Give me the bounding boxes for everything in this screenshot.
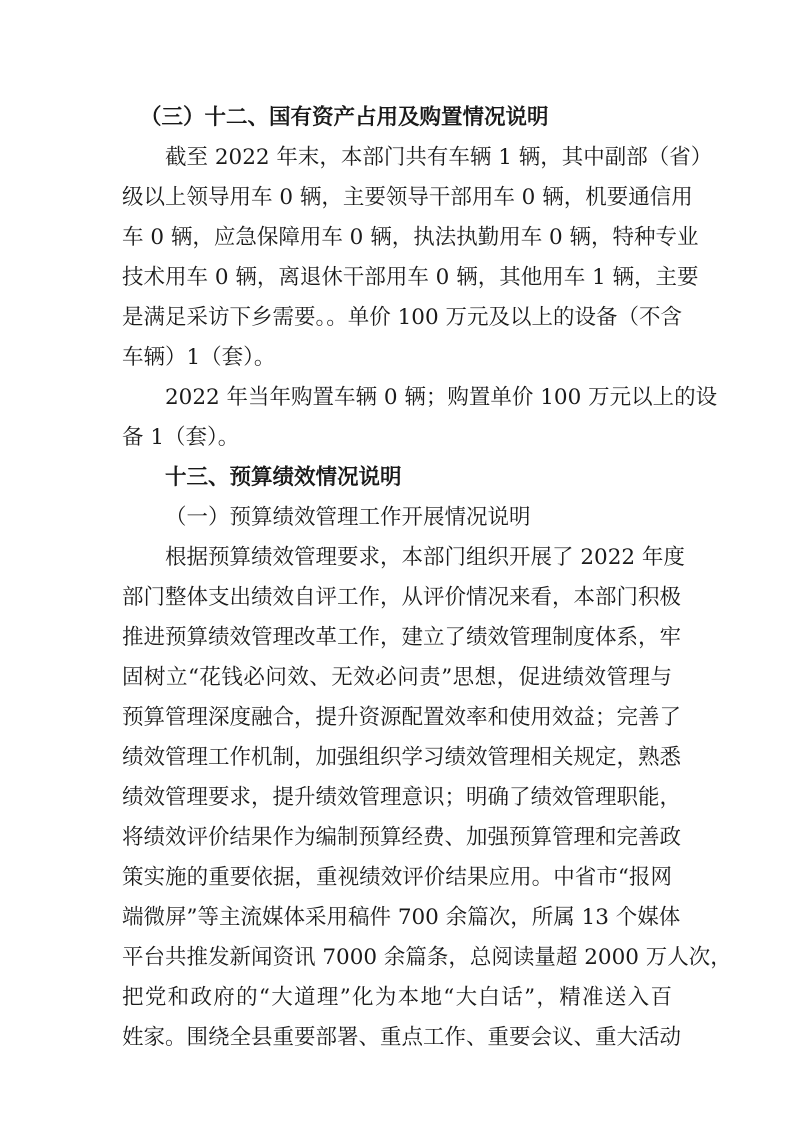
section-13-para-line-1: 根据预算绩效管理要求，本部门组织开展了 2022 年度 bbox=[165, 545, 685, 570]
section-12-para2-line-1: 2022 年当年购置车辆 0 辆；购置单价 100 万元以上的设 bbox=[165, 385, 718, 410]
section-12-para1-line-6: 车辆）1（套）。 bbox=[122, 345, 276, 370]
section-12-heading: （三）十二、国有资产占用及购置情况说明 bbox=[140, 105, 549, 130]
section-12-para1-line-1: 截至 2022 年末，本部门共有车辆 1 辆，其中副部（省） bbox=[165, 145, 713, 170]
section-13-subheading: （一）预算绩效管理工作开展情况说明 bbox=[165, 505, 531, 530]
section-13-para-line-8: 将绩效评价结果作为编制预算经费、加强预算管理和完善政 bbox=[122, 825, 682, 850]
section-13-para-line-3: 推进预算绩效管理改革工作，建立了绩效管理制度体系，牢 bbox=[122, 625, 682, 650]
section-13-para-line-10: 端微屏”等主流媒体采用稿件 700 余篇次，所属 13 个媒体 bbox=[122, 905, 681, 930]
section-12-para2-line-2: 备 1（套）。 bbox=[122, 425, 240, 450]
section-13-para-line-6: 绩效管理工作机制，加强组织学习绩效管理相关规定，熟悉 bbox=[122, 745, 682, 770]
section-13-para-line-11: 平台共推发新闻资讯 7000 余篇条，总阅读量超 2000 万人次， bbox=[122, 945, 732, 970]
section-12-para1-line-3: 车 0 辆，应急保障用车 0 辆，执法执勤用车 0 辆，特种专业 bbox=[122, 225, 699, 250]
section-13-para-line-7: 绩效管理要求，提升绩效管理意识；明确了绩效管理职能， bbox=[122, 785, 682, 810]
section-13-para-line-4: 固树立“花钱必问效、无效必问责”思想，促进绩效管理与 bbox=[122, 665, 672, 690]
section-13-para-line-13: 姓家。围绕全县重要部署、重点工作、重要会议、重大活动 bbox=[122, 1025, 682, 1050]
section-12-para1-line-2: 级以上领导用车 0 辆，主要领导干部用车 0 辆，机要通信用 bbox=[122, 185, 693, 210]
section-12-para1-line-5: 是满足采访下乡需要。。单价 100 万元及以上的设备（不含 bbox=[122, 305, 682, 330]
section-13-para-line-12: 把党和政府的“大道理”化为本地“大白话”，精准送入百 bbox=[122, 985, 672, 1010]
section-13-para-line-2: 部门整体支出绩效自评工作，从评价情况来看，本部门积极 bbox=[122, 585, 682, 610]
section-12-para1-line-4: 技术用车 0 辆，离退休干部用车 0 辆，其他用车 1 辆，主要 bbox=[122, 265, 699, 290]
section-13-heading: 十三、预算绩效情况说明 bbox=[165, 465, 402, 490]
section-13-para-line-5: 预算管理深度融合，提升资源配置效率和使用效益；完善了 bbox=[122, 705, 682, 730]
section-13-para-line-9: 策实施的重要依据，重视绩效评价结果应用。中省市“报网 bbox=[122, 865, 672, 890]
